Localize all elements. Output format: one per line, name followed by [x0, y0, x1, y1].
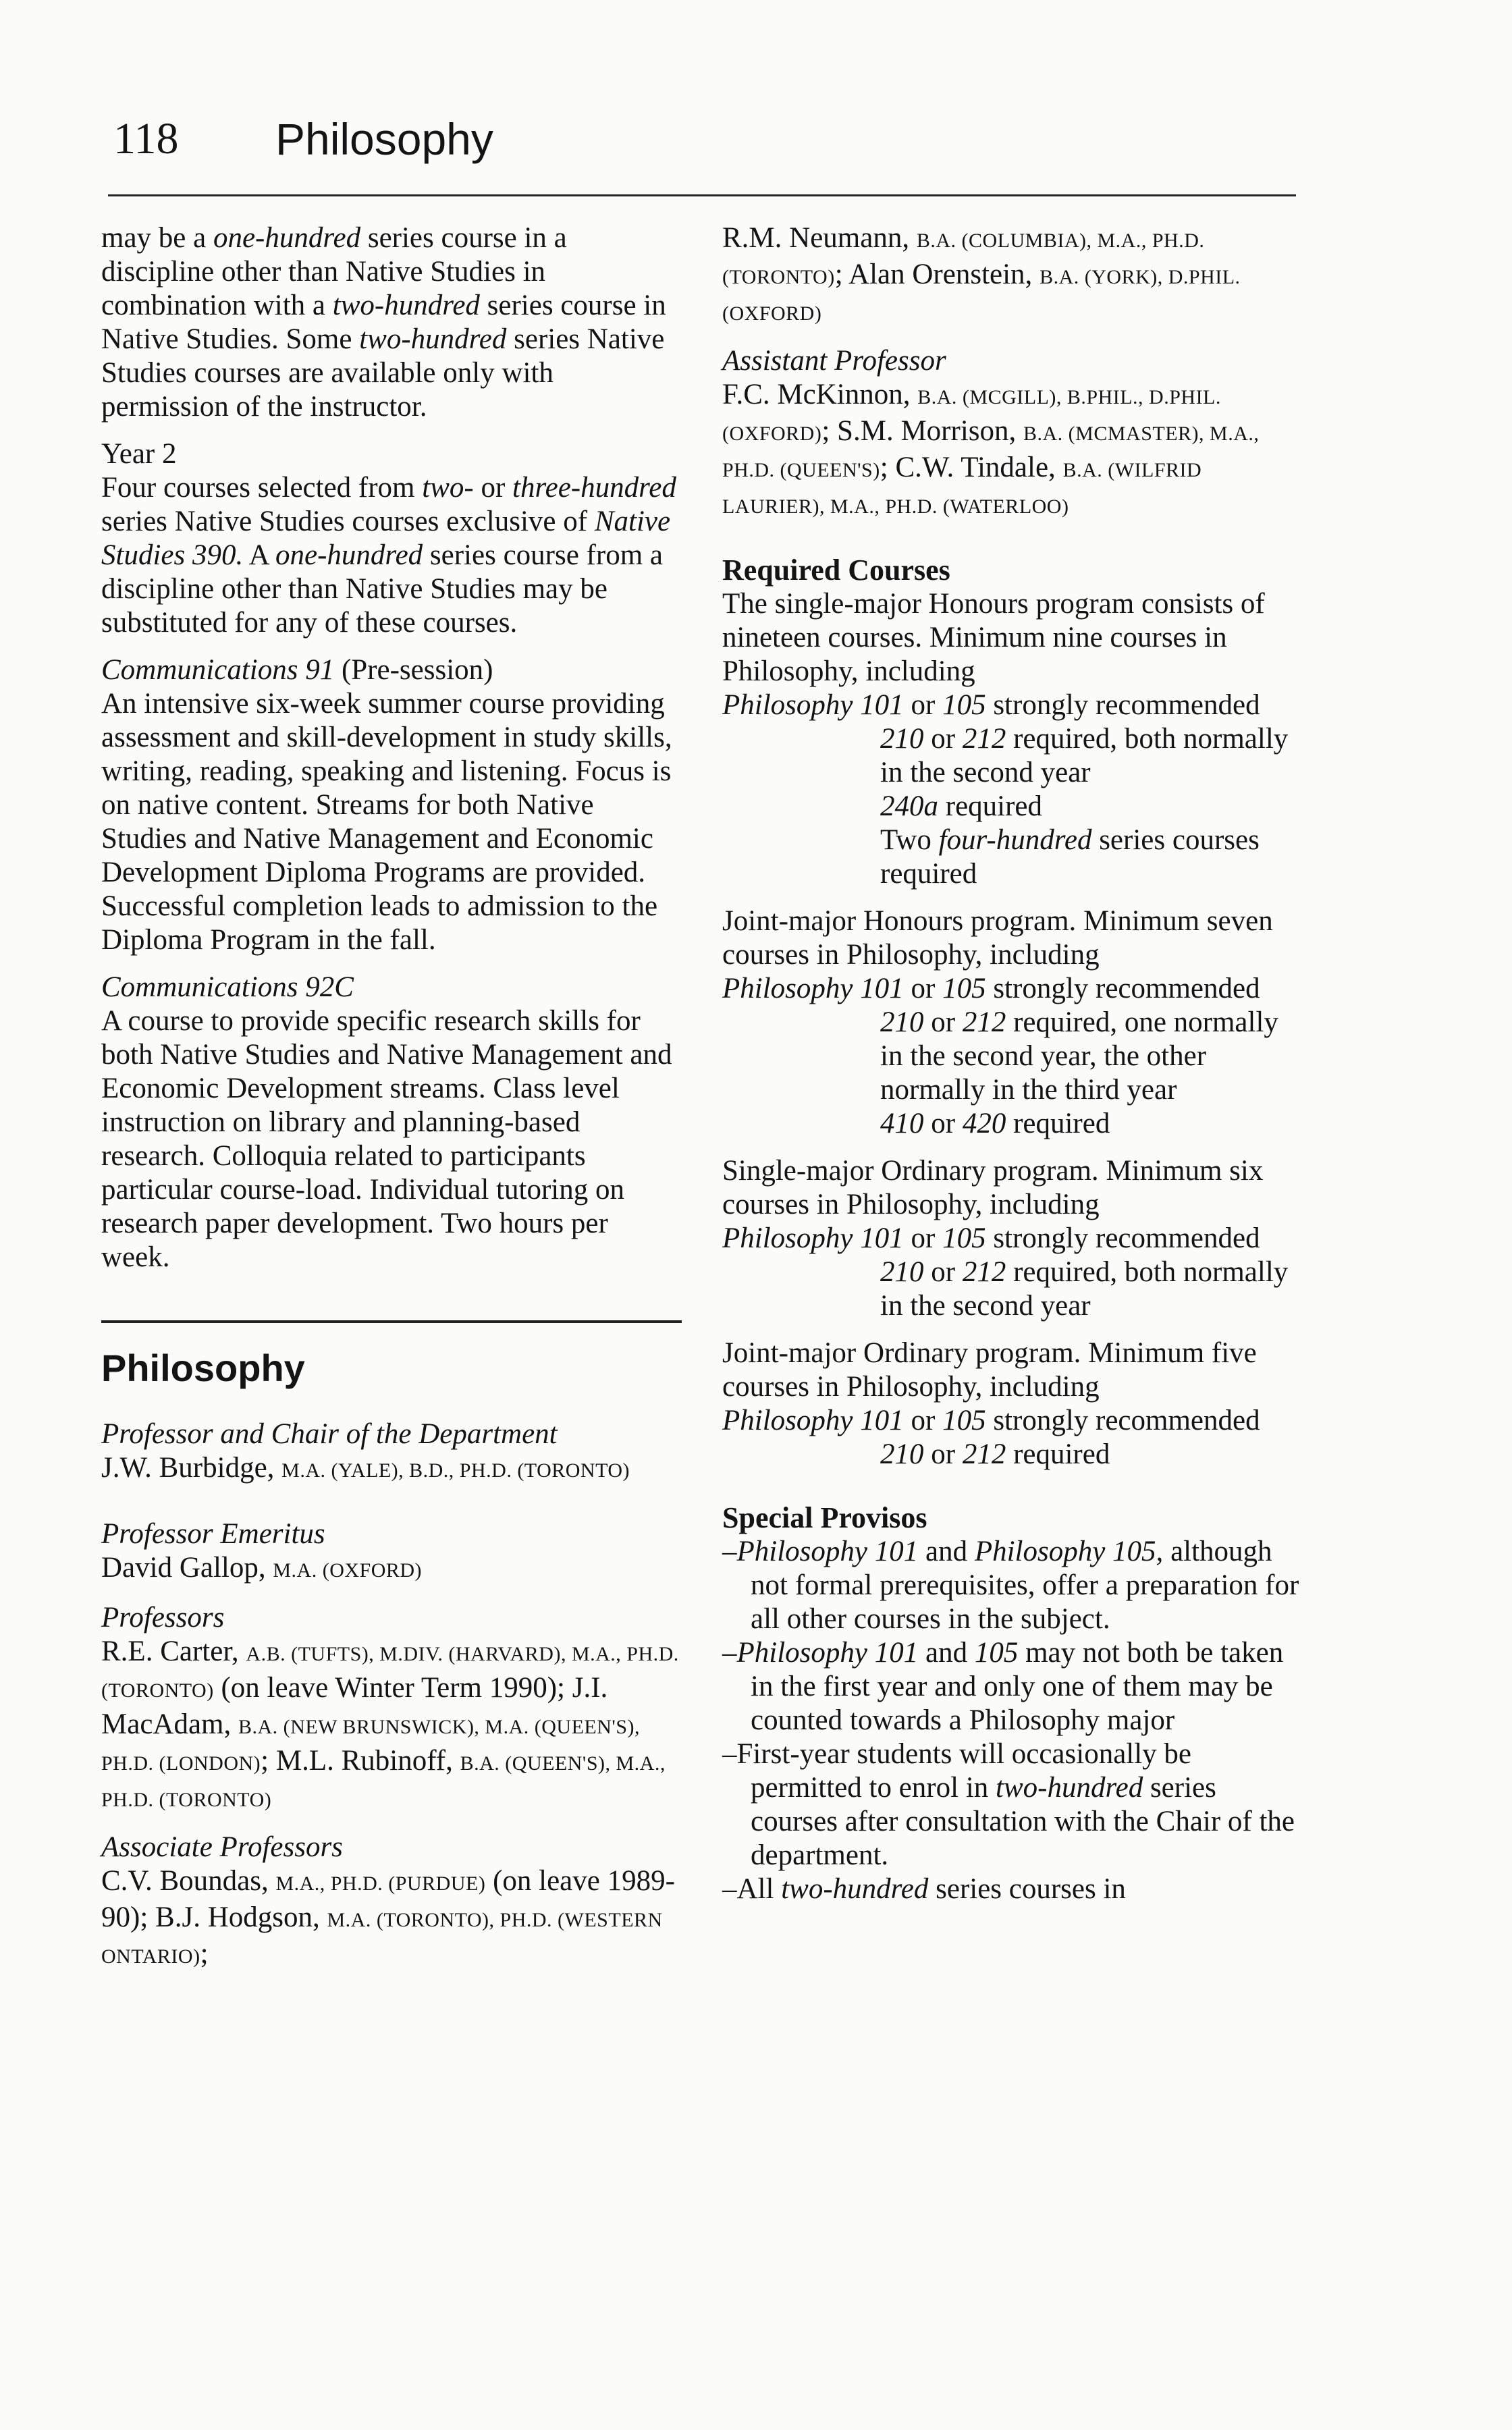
native-studies-year1-tail: may be a one-hundred series course in a discipline other than Native Studies in combination with a two-hundred series course in Native Studies. Some two-hundred series Native Studies courses are available only with permission of the instructor. [101, 222, 666, 423]
required-courses-heading: Required Courses [722, 554, 950, 587]
assistant-entry: F.C. McKinnon, B.A. (MCGILL), B.PHIL., D.PHIL. (OXFORD); S.M. Morrison, B.A. (MCMASTER), M.A., PH.D. (QUEEN'S); C.W. Tindale, B.A. (WILFRID LAURIER), M.A., PH.D. (WATERLOO) [722, 379, 1260, 518]
single-honours-line1: Philosophy 101 or 105 strongly recommended [722, 689, 1260, 721]
year-2-text: Four courses selected from two- or three-hundred series Native Studies courses exclusive of Native Studies 390. A one-hundred series course from a discipline other than Native Studies may be substituted for any of these courses. [101, 472, 676, 639]
associate-entry-continued: R.M. Neumann, B.A. (COLUMBIA), M.A., PH.D. (TORONTO); Alan Orenstein, B.A. (YORK), D.PHIL. (OXFORD) [722, 222, 1241, 325]
single-honours-intro: The single-major Honours program consists of nineteen courses. Minimum nine courses in Philosophy, including [722, 588, 1265, 687]
joint-ordinary-line2: 210 or 212 required [880, 1438, 1110, 1470]
right-column [722, 221, 1303, 1906]
proviso-2: –Philosophy 101 and 105 may not both be taken in the first year and only one of them may be counted towards a Philosophy major [722, 1637, 1284, 1736]
communications-91-body: An intensive six-week summer course providing assessment and skill-development in study skills, writing, reading, speaking and listening. Focus is on native content. Streams for both Native Studies and Native Management and Economic Development Diploma Programs are provided. Successful completion leads to admission to the Diploma Program in the fall. [101, 688, 672, 956]
joint-ordinary-intro: Joint-major Ordinary program. Minimum five courses in Philosophy, including [722, 1337, 1257, 1403]
single-honours-line3: 240a required [880, 790, 1043, 822]
year-2-label: Year 2 [101, 438, 177, 470]
joint-honours-line2: 210 or 212 required, one normally in the second year, the other normally in the third year [880, 1006, 1278, 1106]
left-column [101, 221, 682, 1974]
assistant-role: Assistant Professor [722, 345, 946, 377]
professors-entry: R.E. Carter, A.B. (TUFTS), M.DIV. (HARVARD), M.A., PH.D. (TORONTO) (on leave Winter Term 1990); J.I. MacAdam, B.A. (NEW BRUNSWICK), M.A. (QUEEN'S), PH.D. (LONDON); M.L. Rubinoff, B.A. (QUEEN'S), M.A., PH.D. (TORONTO) [101, 1636, 679, 1811]
associate-entry: C.V. Boundas, M.A., PH.D. (PURDUE) (on leave 1989-90); B.J. Hodgson, M.A. (TORONTO), PH.D. (WESTERN ONTARIO); [101, 1865, 675, 1970]
joint-honours-line1: Philosophy 101 or 105 strongly recommended [722, 973, 1260, 1004]
communications-91-title: Communications 91 (Pre-session) [101, 654, 493, 686]
joint-ordinary-line1: Philosophy 101 or 105 strongly recommended [722, 1405, 1260, 1436]
single-ordinary-intro: Single-major Ordinary program. Minimum six courses in Philosophy, including [722, 1155, 1264, 1220]
chair-entry: J.W. Burbidge, M.A. (YALE), B.D., PH.D. (TORONTO) [101, 1452, 630, 1484]
emeritus-entry: David Gallop, M.A. (OXFORD) [101, 1552, 423, 1584]
associate-role: Associate Professors [101, 1831, 343, 1863]
page-header [108, 113, 1296, 196]
single-ordinary-line1: Philosophy 101 or 105 strongly recommended [722, 1222, 1260, 1254]
chair-role: Professor and Chair of the Department [101, 1418, 558, 1450]
proviso-3: –First-year students will occasionally be permitted to enrol in two-hundred series courses after consultation with the Chair of the department. [722, 1738, 1295, 1871]
emeritus-role: Professor Emeritus [101, 1518, 325, 1550]
communications-92c-title: Communications 92C [101, 971, 354, 1003]
section-divider [101, 1320, 682, 1323]
joint-honours-line3: 410 or 420 required [880, 1108, 1110, 1139]
proviso-4: –All two-hundred series courses in [722, 1873, 1126, 1905]
single-honours-line4: Two four-hundred series courses required [880, 824, 1260, 890]
section-title: Philosophy [101, 1347, 305, 1389]
single-honours-line2: 210 or 212 required, both normally in the second year [880, 723, 1289, 788]
joint-honours-intro: Joint-major Honours program. Minimum seven courses in Philosophy, including [722, 905, 1273, 971]
special-provisos-heading: Special Provisos [722, 1501, 927, 1534]
proviso-1: –Philosophy 101 and Philosophy 105, although not formal prerequisites, offer a preparation for all other courses in the subject. [722, 1536, 1299, 1635]
page-number: 118 [113, 114, 179, 163]
single-ordinary-line2: 210 or 212 required, both normally in the second year [880, 1256, 1289, 1322]
communications-92c-body: A course to provide specific research skills for both Native Studies and Native Management and Economic Development streams. Class level instruction on library and planning-based research. Colloquia related to participants particular course-load. Individual tutoring on research paper development. Two hours per week. [101, 1005, 672, 1273]
professors-role: Professors [101, 1602, 225, 1634]
running-title: Philosophy [275, 114, 493, 164]
